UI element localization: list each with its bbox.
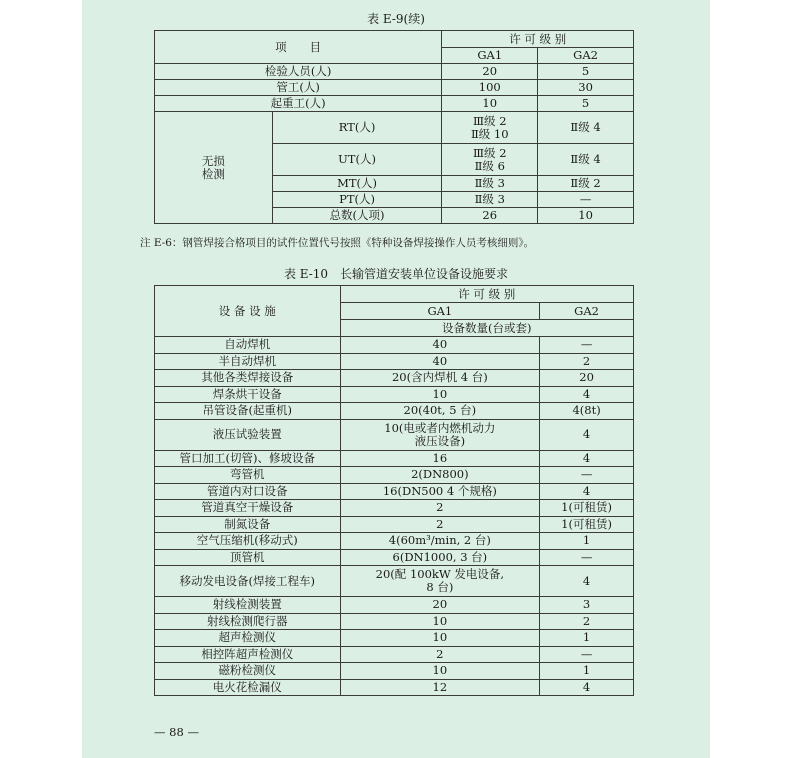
document-page: [82, 0, 710, 758]
header-item: 设 备 设 施: [155, 286, 341, 337]
table-row: 顶管机 6(DN1000, 3 台) —: [155, 549, 634, 566]
table-row: 相控阵超声检测仪 2 —: [155, 646, 634, 663]
header-ga1: GA1: [340, 303, 540, 320]
table-row: 其他各类焊接设备 20(含内焊机 4 台) 20: [155, 370, 634, 387]
table-e9-title: 表 E-9(续): [367, 12, 425, 26]
table-row: 移动发电设备(焊接工程车) 20(配 100kW 发电设备, 8 台) 4: [155, 566, 634, 597]
table-e9: [154, 30, 634, 224]
ndt-group-label: 无损 检测: [155, 112, 273, 224]
table-row: PT(人) Ⅱ级 3 —: [155, 192, 634, 208]
header-ga1: GA1: [442, 48, 538, 64]
table-row: 超声检测仪 10 1: [155, 630, 634, 647]
table-row: 射线检测爬行器 10 2: [155, 613, 634, 630]
table-row: 自动焊机 40 —: [155, 337, 634, 354]
table-row: 电火花检漏仪 12 4: [155, 679, 634, 696]
table-row: 管工(人) 100 30: [155, 80, 634, 96]
table-row: 管道内对口设备 16(DN500 4 个规格) 4: [155, 483, 634, 500]
table-row: 吊管设备(起重机) 20(40t, 5 台) 4(8t): [155, 403, 634, 420]
table-e10: [154, 285, 634, 696]
table-row: 空气压缩机(移动式) 4(60m³/min, 2 台) 1: [155, 533, 634, 550]
table-row: 磁粉检测仪 10 1: [155, 663, 634, 680]
table-note: 注 E-6：钢管焊接合格项目的试件位置代号按照《特种设备焊接操作人员考核细则》。: [140, 237, 535, 249]
header-ga2: GA2: [538, 48, 634, 64]
header-ga2: GA2: [540, 303, 634, 320]
table-row: 检验人员(人) 20 5: [155, 64, 634, 80]
table-e10-body: [155, 337, 634, 696]
header-unit: 设备数量(台或套): [340, 320, 633, 337]
table-e10-title: 表 E-10 长输管道安装单位设备设施要求: [283, 267, 509, 281]
table-row: 弯管机 2(DN800) —: [155, 467, 634, 484]
page-number: — 88 —: [154, 725, 199, 739]
header-level: 许 可 级 别: [442, 31, 634, 48]
table-row: 射线检测装置 20 3: [155, 597, 634, 614]
header-level: 许 可 级 别: [340, 286, 633, 303]
table-row: 管道真空干燥设备 2 1(可租赁): [155, 500, 634, 517]
table-row: 制氮设备 2 1(可租赁): [155, 516, 634, 533]
header-item: 项 目: [155, 31, 442, 64]
table-row: 总数(人项) 26 10: [155, 208, 634, 224]
table-row: 无损 检测 RT(人) Ⅲ级 2 Ⅱ级 10 Ⅱ级 4: [155, 112, 634, 144]
table-row: 起重工(人) 10 5: [155, 96, 634, 112]
table-row: 半自动焊机 40 2: [155, 353, 634, 370]
table-row: 液压试验装置 10(电或者内燃机动力 液压设备) 4: [155, 419, 634, 450]
table-row: UT(人) Ⅲ级 2 Ⅱ级 6 Ⅱ级 4: [155, 144, 634, 176]
table-row: 管口加工(切管)、修坡设备 16 4: [155, 450, 634, 467]
table-row: MT(人) Ⅱ级 3 Ⅱ级 2: [155, 176, 634, 192]
table-row: 焊条烘干设备 10 4: [155, 386, 634, 403]
